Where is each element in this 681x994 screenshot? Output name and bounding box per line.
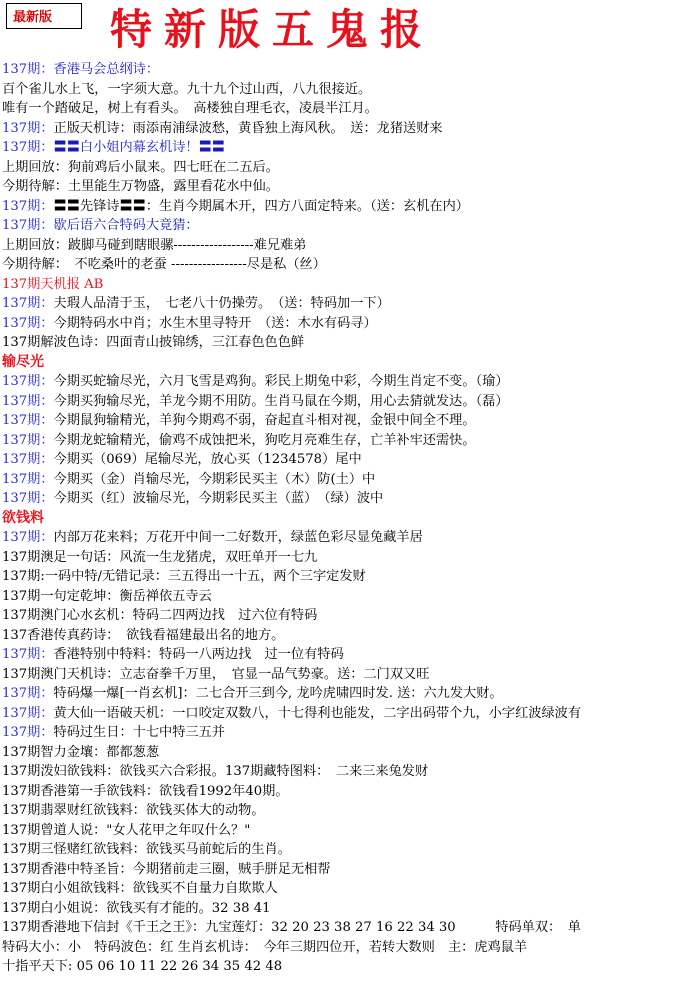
text-line <box>2 840 679 860</box>
line-text: 〓〓先锋诗〓〓：生肖今期属木开，四方八面定特来。（送：玄机在内） <box>53 198 469 214</box>
line-text: 137期泼妇欲钱料：欲钱买六合彩报。137期藏特图料： 二来三来兔发财 <box>2 764 429 779</box>
text-line <box>2 606 679 626</box>
text-line <box>2 957 679 977</box>
line-text: 十指平天下: 05 06 10 11 22 26 34 35 42 48 <box>2 959 283 974</box>
text-line <box>2 626 679 646</box>
issue-prefix: 137期： <box>2 374 54 389</box>
line-text: 今期买蛇输尽光，六月飞雪是鸡狗。彩民上期兔中彩，今期生肖定不变。（瑜） <box>53 374 509 389</box>
text-line <box>2 314 679 334</box>
line-text: 137香港传真药诗： 欲钱看福建最出名的地方。 <box>2 627 285 643</box>
text-line <box>2 236 679 256</box>
text-line <box>2 489 679 509</box>
text-line <box>2 801 679 821</box>
text-line <box>2 392 679 412</box>
article-body <box>2 60 679 977</box>
text-line <box>2 80 679 100</box>
line-text: 137期香港地下信封《千王之王》：九宝莲灯：32 20 23 38 27 16 22 34 30 特码单双： 单 <box>2 920 581 935</box>
issue-prefix: 137期： <box>2 432 54 448</box>
text-line <box>2 431 679 451</box>
line-text: 今期买（069）尾输尽光，放心买（1234578）尾中 <box>53 452 362 467</box>
text-line <box>2 470 679 490</box>
issue-prefix: 137期： <box>2 452 54 467</box>
text-line <box>2 372 679 392</box>
line-text: 今期买狗输尽光，羊龙今期不用防。生肖马鼠在今期，用心去猜就发达。（磊） <box>53 393 509 409</box>
line-text: 夫瑕人品清于玉， 七老八十仍操劳。 （送：特码加一下） <box>53 296 390 311</box>
text-line <box>2 665 679 685</box>
text-line <box>2 333 679 353</box>
text-line <box>2 938 679 958</box>
text-line <box>2 450 679 470</box>
text-line <box>2 528 679 548</box>
line-text: 137期澳足一句话：风流一生龙猪虎，双旺单开一七九 <box>2 549 318 565</box>
section-heading <box>2 509 679 529</box>
line-text: 137期翡翠财红欲钱料：欲钱买体大的动物。 <box>2 803 265 818</box>
text-line <box>2 119 679 139</box>
issue-prefix: 137期： <box>2 491 54 506</box>
line-text: 百个雀儿水上飞，一字须大意。九十九个过山西，八九很接近。 <box>2 81 372 97</box>
line-text: 输尽光 <box>2 353 44 370</box>
line-text: 137期澳门心水玄机：特码二四两边找 过六位有特码 <box>2 608 318 623</box>
line-text: 欲钱料 <box>2 509 44 526</box>
line-text: 137期曾道人说："女人花甲之年叹什么？" <box>2 822 251 838</box>
line-text: 137期:一码中特/无错记录：三五得出一十五，两个三字定发财 <box>2 569 366 584</box>
line-text: 今期待解：土里能生万物盛，露里看花水中仙。 <box>2 179 279 194</box>
line-text: 香港特别中特料：特码一八两边找 过一位有特码 <box>53 647 344 662</box>
issue-prefix: 137期： <box>2 140 54 155</box>
line-text: 137期天机报 AB <box>2 276 104 292</box>
text-line <box>2 567 679 587</box>
text-line <box>2 60 679 80</box>
text-line <box>2 255 679 275</box>
line-text: 137期香港第一手欲钱料：欲钱看1992年40期。 <box>2 783 289 799</box>
line-text: 特码过生日：十七中特三五并 <box>53 725 225 740</box>
line-text: 〓〓白小姐内幕玄机诗！〓〓 <box>53 140 225 155</box>
text-line <box>2 411 679 431</box>
issue-prefix: 137期： <box>2 62 54 77</box>
text-line <box>2 782 679 802</box>
line-text: 香港马会总纲诗： <box>53 62 160 77</box>
text-line <box>2 743 679 763</box>
issue-prefix: 137期： <box>2 413 54 428</box>
text-line <box>2 704 679 724</box>
line-text: 137期白小姐欲钱料：欲钱买不自量力自欺欺人 <box>2 881 278 896</box>
line-text: 黄大仙一语破天机：一口咬定双数八，十七得利也能发，二字出码带个九，小字红波绿波有 <box>53 705 582 721</box>
text-line <box>2 177 679 197</box>
line-text: 内部万花来料；万花开中间一二好数开，绿蓝色彩尽显兔藏羊居 <box>53 530 423 545</box>
section-heading <box>2 353 679 373</box>
line-text: 唯有一个踏破足，树上有看头。 高楼独自理毛衣，凌晨半江月。 <box>2 101 378 116</box>
text-line <box>2 684 679 704</box>
issue-prefix: 137期： <box>2 315 54 331</box>
latest-version-badge <box>6 3 82 29</box>
line-text: 今期买（金）肖输尽光，今期彩民买主（木）防(土）中 <box>53 471 376 487</box>
text-line <box>2 879 679 899</box>
line-text: 上期回放：跛脚马碰到瞎眼骡------------------难兄难弟 <box>2 237 307 253</box>
text-line <box>2 275 679 295</box>
line-text: 今期特码水中肖；水生木里寻特开 （送：木水有码寻） <box>53 315 377 331</box>
line-text: 今期龙蛇输精光，偷鸡不成蚀把米，狗吃月亮难生存，亡羊补牢还需快。 <box>53 432 476 448</box>
line-text: 137期解波色诗：四面青山披锦绣，三江春色色色鲜 <box>2 335 305 350</box>
issue-prefix: 137期： <box>2 725 54 740</box>
text-line <box>2 723 679 743</box>
line-text: 今期待解： 不吃桑叶的老蚕 -----------------尽是私（丝） <box>2 257 326 272</box>
issue-prefix: 137期： <box>2 705 54 721</box>
issue-prefix: 137期： <box>2 647 54 662</box>
text-line <box>2 548 679 568</box>
text-line <box>2 860 679 880</box>
issue-prefix: 137期： <box>2 686 54 701</box>
issue-prefix: 137期： <box>2 296 54 311</box>
issue-prefix: 137期： <box>2 530 54 545</box>
text-line <box>2 821 679 841</box>
line-text: 137期香港中特圣旨：今期猪前走三圈，贼手胼足无相帮 <box>2 861 331 877</box>
issue-prefix: 137期： <box>2 393 54 409</box>
badge-label: 最新版 <box>13 10 53 25</box>
line-text: 今期买（红）波输尽光，今期彩民买主（蓝） （绿）波中 <box>53 491 384 506</box>
line-text: 137期三怪赌红欲钱料：欲钱买马前蛇后的生肖。 <box>2 842 291 857</box>
line-text: 特码大小：小 特码波色：红 生肖玄机诗： 今年三期四位开，若转大数则 主：虎鸡鼠羊 <box>2 939 528 955</box>
page-title: 特新版五鬼报 <box>110 5 435 54</box>
text-line <box>2 216 679 236</box>
text-line <box>2 158 679 178</box>
line-text: 137期智力金壤：都都葱葱 <box>2 744 160 760</box>
text-line <box>2 762 679 782</box>
text-line <box>2 899 679 919</box>
line-text: 正版天机诗：雨添南浦绿波愁，黄昏独上海风秋。 送：龙猪送财来 <box>53 120 443 136</box>
text-line <box>2 294 679 314</box>
line-text: 137期白小姐说：欲钱买有才能的。32 38 41 <box>2 900 271 916</box>
line-text: 歇后语六合特码大竟猜： <box>53 218 199 233</box>
issue-prefix: 137期： <box>2 198 54 214</box>
issue-prefix: 137期： <box>2 471 54 487</box>
issue-prefix: 137期： <box>2 218 54 233</box>
text-line <box>2 645 679 665</box>
line-text: 今期鼠狗输精光，羊狗今期鸡不弱，奋起直斗相对视，金银中间全不理。 <box>53 413 476 428</box>
text-line <box>2 99 679 119</box>
text-line <box>2 587 679 607</box>
text-line <box>2 918 679 938</box>
issue-prefix: 137期： <box>2 120 54 136</box>
text-line <box>2 138 679 158</box>
line-text: 137期一句定乾坤：衡岳禅依五寺云 <box>2 588 212 604</box>
text-line <box>2 197 679 217</box>
line-text: 特码爆一爆[一肖玄机]：二七合开三到今, 龙吟虎啸四时发. 送：六九发大财。 <box>53 686 503 701</box>
line-text: 137期澳门天机诗：立志奋拳千万里， 官显一品气势豪。送：二门双又旺 <box>2 666 430 682</box>
line-text: 上期回放：狗前鸡后小鼠来。四七旺在二五后。 <box>2 159 279 175</box>
